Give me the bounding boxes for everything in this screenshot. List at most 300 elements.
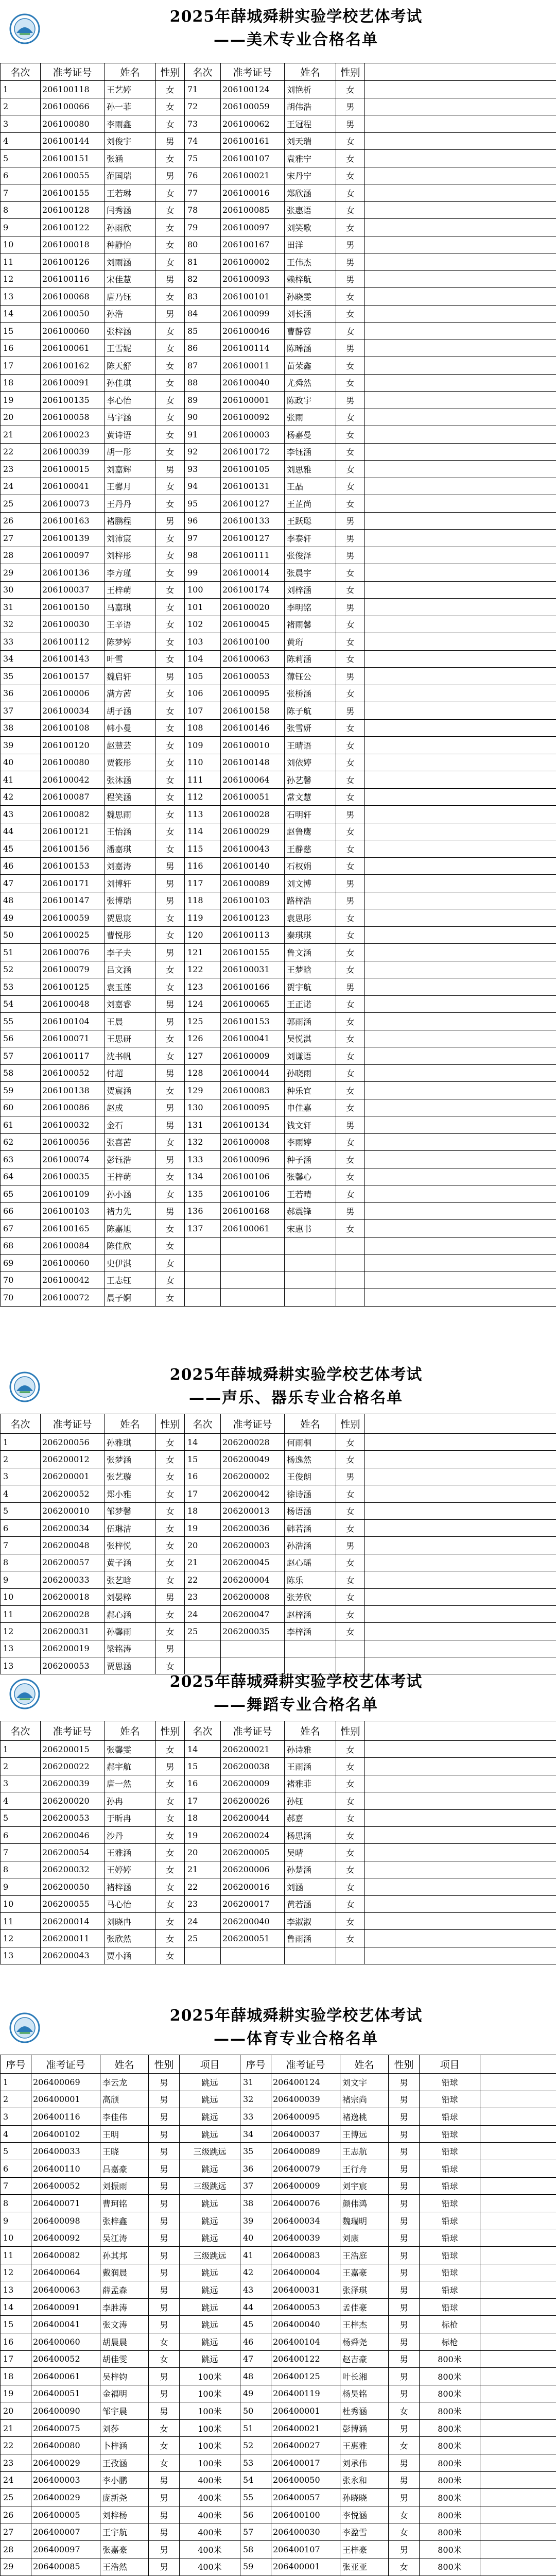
table-cell: 女 — [156, 1255, 185, 1272]
table-cell: 25 — [1, 495, 41, 513]
table-cell: 206200017 — [221, 1895, 285, 1912]
table-row — [1, 1537, 556, 1554]
table-cell: 73 — [185, 115, 221, 133]
table-cell: 男 — [336, 236, 365, 253]
table-cell: 206200054 — [41, 1844, 105, 1861]
column-header: 性别 — [156, 63, 185, 81]
table-cell: 206100107 — [221, 150, 285, 167]
table-cell: 24 — [1, 478, 41, 495]
table-cell: 49 — [1, 909, 41, 927]
table-cell — [221, 1289, 285, 1307]
table-cell: 71 — [185, 81, 221, 98]
table-cell: 铅球 — [420, 2125, 480, 2143]
table-cell: 男 — [336, 530, 365, 547]
table-cell: 铅球 — [420, 2177, 480, 2195]
table-cell: 3 — [1, 1468, 41, 1485]
table-cell: 206100108 — [41, 719, 105, 737]
table-cell: 14 — [1, 305, 41, 323]
table-cell: 刘思雅 — [285, 461, 336, 478]
table-cell: 100米 — [180, 2437, 240, 2454]
table-row — [1, 1623, 556, 1640]
table-cell: 女 — [336, 1895, 365, 1912]
table-cell: 邹宇晨 — [100, 2402, 149, 2420]
table-cell: 206400122 — [271, 2350, 340, 2368]
table-cell: 男 — [149, 2143, 180, 2160]
blank-cell — [365, 1775, 556, 1792]
table-cell: 张喜茜 — [105, 1133, 156, 1151]
column-header: 序号 — [1, 2055, 31, 2074]
table-cell: 28 — [1, 2541, 31, 2558]
table-cell: 8 — [1, 1554, 41, 1571]
blank-cell — [365, 184, 556, 202]
blank-cell — [365, 1116, 556, 1134]
table-cell: 张欣然 — [105, 1930, 156, 1947]
table-cell: 14 — [1, 2298, 31, 2316]
table-cell: 60 — [1, 1099, 41, 1116]
blank-cell — [365, 1082, 556, 1099]
table-row — [1, 2368, 556, 2385]
table-row — [1, 875, 556, 892]
blank-cell — [365, 771, 556, 789]
table-cell: 56 — [1, 1030, 41, 1047]
table-cell: 女 — [336, 409, 365, 426]
table-cell: 77 — [185, 184, 221, 202]
table-row — [1, 702, 556, 720]
table-cell: 李小鹏 — [100, 2471, 149, 2489]
table-cell: 206100065 — [221, 995, 285, 1013]
table-cell: 206400124 — [271, 2074, 340, 2091]
table-cell: 800米 — [420, 2471, 480, 2489]
table-cell: 18 — [185, 1502, 221, 1519]
column-header: 名次 — [185, 1414, 221, 1434]
table-cell: 袁思彤 — [285, 909, 336, 927]
table-row — [1, 823, 556, 840]
table-cell: 男 — [336, 253, 365, 271]
table-cell: 男 — [149, 2246, 180, 2264]
table-cell: 206100044 — [221, 1064, 285, 1082]
table-cell: 46 — [240, 2333, 271, 2350]
table-cell: 胡子涵 — [105, 702, 156, 720]
blank-cell — [480, 2246, 556, 2264]
table-cell: 206100060 — [41, 323, 105, 340]
table-cell: 女 — [336, 1792, 365, 1809]
table-cell: 206100041 — [221, 1030, 285, 1047]
table-cell: 100米 — [180, 2368, 240, 2385]
table-cell: 43 — [1, 806, 41, 823]
table-row — [1, 892, 556, 909]
table-cell: 206200057 — [41, 1554, 105, 1571]
table-cell — [221, 1255, 285, 1272]
table-cell: 22 — [1, 2437, 31, 2454]
table-cell: 206200053 — [41, 1657, 105, 1674]
table-cell: 206200018 — [41, 1588, 105, 1605]
table-cell: 戴润晨 — [100, 2264, 149, 2281]
table-cell: 袁雅宁 — [285, 150, 336, 167]
table-cell: 40 — [240, 2229, 271, 2247]
table-cell: 24 — [185, 1912, 221, 1929]
table-cell: 男 — [149, 2316, 180, 2333]
table-cell: 206100122 — [41, 219, 105, 236]
table-cell: 206100155 — [41, 184, 105, 202]
blank-cell — [365, 633, 556, 651]
table-cell: 206100016 — [221, 184, 285, 202]
table-row — [1, 392, 556, 409]
table-cell: 女 — [156, 253, 185, 271]
blank-cell — [365, 1468, 556, 1485]
table-cell: 男 — [389, 2419, 420, 2437]
table-cell: 女 — [336, 1133, 365, 1151]
table-row — [1, 719, 556, 737]
table-cell: 206200040 — [221, 1912, 285, 1929]
blank-cell — [480, 2055, 556, 2074]
table-cell: 68 — [1, 1237, 41, 1255]
table-cell: 刘笑歌 — [285, 219, 336, 236]
table-cell: 铅球 — [420, 2108, 480, 2126]
table-cell: 男 — [156, 668, 185, 685]
table-cell: 李雨鑫 — [105, 115, 156, 133]
table-cell: 44 — [1, 823, 41, 840]
blank-cell — [365, 478, 556, 495]
table-cell: 206100165 — [41, 1220, 105, 1238]
table-cell: 袁玉莲 — [105, 978, 156, 996]
table-cell: 55 — [240, 2489, 271, 2506]
table-cell: 男 — [149, 2489, 180, 2506]
table-cell: 女 — [156, 823, 185, 840]
table-cell: 刘天瑞 — [285, 132, 336, 150]
table-cell: 张梓悦 — [105, 1537, 156, 1554]
table-cell: 女 — [336, 1741, 365, 1758]
table-cell: 王正诺 — [285, 995, 336, 1013]
blank-cell — [480, 2091, 556, 2108]
blank-cell — [365, 806, 556, 823]
table-cell: 135 — [185, 1185, 221, 1203]
school-title: 2025年薛城舜耕实验学校艺体考试 — [169, 8, 423, 26]
table-cell: 张永和 — [340, 2471, 389, 2489]
table-cell: 206100161 — [221, 132, 285, 150]
table-cell: 206100087 — [41, 788, 105, 806]
table-cell: 10 — [1, 1588, 41, 1605]
blank-cell — [365, 1623, 556, 1640]
table-cell: 52 — [1, 961, 41, 978]
table-row — [1, 1237, 556, 1255]
table-cell: 女 — [156, 1826, 185, 1843]
table-cell: 206200055 — [41, 1895, 105, 1912]
table-cell: 98 — [185, 547, 221, 564]
table-cell: 女 — [336, 1030, 365, 1047]
table-cell: 206100105 — [221, 461, 285, 478]
table-cell: 褚鹏程 — [105, 512, 156, 530]
table-cell: 女 — [336, 374, 365, 392]
table-cell: 尤舜然 — [285, 374, 336, 392]
table-cell: 女 — [156, 1468, 185, 1485]
table-row — [1, 1826, 556, 1843]
table-cell: 郝宇航 — [105, 1758, 156, 1775]
table-cell: 男 — [336, 599, 365, 616]
table-cell: 男 — [336, 702, 365, 720]
table-cell: 112 — [185, 788, 221, 806]
table-cell: 女 — [156, 1272, 185, 1289]
table-cell: 郝嘉 — [285, 1809, 336, 1826]
table-cell: 女 — [336, 357, 365, 375]
table-cell: 褚力先 — [105, 1202, 156, 1220]
table-cell: 跳远 — [180, 2229, 240, 2247]
table-cell: 22 — [185, 1571, 221, 1588]
table-cell: 杨语涵 — [285, 1502, 336, 1519]
table-cell: 3 — [1, 115, 41, 133]
table-cell: 薄钰公 — [285, 668, 336, 685]
table-row — [1, 1912, 556, 1929]
table-row — [1, 81, 556, 98]
table-cell: 刘依婷 — [285, 754, 336, 771]
table-cell: 15 — [185, 1758, 221, 1775]
table-cell: 206400091 — [31, 2298, 100, 2316]
table-cell: 206100046 — [221, 323, 285, 340]
blank-cell — [365, 1721, 556, 1741]
table-cell: 20 — [185, 1844, 221, 1861]
table-cell: 120 — [185, 926, 221, 944]
table-cell: 206200009 — [221, 1775, 285, 1792]
table-cell: 206400052 — [31, 2177, 100, 2195]
table-cell: 刘嘉涛 — [105, 857, 156, 875]
table-cell: 109 — [185, 737, 221, 754]
table-cell: 王雅涵 — [105, 1844, 156, 1861]
table-cell: 110 — [185, 754, 221, 771]
table-cell: 刘文宇 — [340, 2074, 389, 2091]
table-cell: 李方瑾 — [105, 564, 156, 582]
table-cell: 206100128 — [41, 201, 105, 219]
table-cell: 206200024 — [221, 1826, 285, 1843]
table-cell — [285, 1237, 336, 1255]
table-cell: 跳远 — [180, 2195, 240, 2212]
table-cell: 29 — [1, 564, 41, 582]
table-cell: 女 — [336, 1861, 365, 1878]
blank-cell — [365, 1272, 556, 1289]
table-cell: 206100085 — [221, 201, 285, 219]
table-cell: 206200016 — [221, 1878, 285, 1895]
table-cell: 跳远 — [180, 2333, 240, 2350]
table-cell: 男 — [156, 857, 185, 875]
table-cell: 付超 — [105, 1064, 156, 1082]
table-cell: 206200047 — [221, 1605, 285, 1622]
table-row — [1, 2333, 556, 2350]
table-cell: 女 — [336, 1878, 365, 1895]
table-cell: 50 — [240, 2402, 271, 2420]
table-cell: 女 — [389, 2437, 420, 2454]
table-row — [1, 2195, 556, 2212]
table-cell: 206100171 — [41, 875, 105, 892]
table-cell: 女 — [156, 1220, 185, 1238]
table-cell: 17 — [1, 2350, 31, 2368]
table-cell: 女 — [336, 1047, 365, 1065]
table-cell: 206100066 — [41, 98, 105, 115]
table-cell: 女 — [336, 1605, 365, 1622]
table-cell: 女 — [156, 1030, 185, 1047]
blank-cell — [480, 2298, 556, 2316]
blank-cell — [365, 1255, 556, 1272]
table-cell: 25 — [185, 1623, 221, 1640]
table-cell: 胡晨晨 — [100, 2333, 149, 2350]
table-row — [1, 184, 556, 202]
table-cell: 206100092 — [221, 409, 285, 426]
table-cell: 206400119 — [271, 2385, 340, 2402]
table-cell: 王晶 — [285, 478, 336, 495]
table-cell: 58 — [1, 1064, 41, 1082]
table-cell: 女 — [156, 926, 185, 944]
table-cell: 13 — [1, 1640, 41, 1657]
blank-cell — [365, 150, 556, 167]
table-cell: 铅球 — [420, 2091, 480, 2108]
table-row — [1, 633, 556, 651]
table-cell: 王晓 — [100, 2143, 149, 2160]
blank-cell — [365, 1151, 556, 1168]
table-cell: 206400083 — [271, 2246, 340, 2264]
table-cell: 206400071 — [31, 2195, 100, 2212]
table-cell: 孟佳豪 — [340, 2298, 389, 2316]
table-cell: 吴悦淇 — [285, 1030, 336, 1047]
table-cell: 206100157 — [41, 668, 105, 685]
table-cell: 张梓涵 — [105, 323, 156, 340]
table-cell: 206400076 — [271, 2195, 340, 2212]
table-cell: 男 — [389, 2143, 420, 2160]
table-cell: 10 — [1, 1895, 41, 1912]
table-cell: 206400095 — [271, 2108, 340, 2126]
table-cell: 李淑淑 — [285, 1912, 336, 1929]
table-cell: 206400050 — [271, 2471, 340, 2489]
column-header: 准考证号 — [221, 1721, 285, 1741]
table-cell: 贾小涵 — [105, 1947, 156, 1964]
table-cell: 女 — [156, 201, 185, 219]
table-cell: 女 — [156, 1775, 185, 1792]
table-cell: 男 — [336, 1468, 365, 1485]
table-row — [1, 2419, 556, 2437]
table-cell — [285, 1255, 336, 1272]
table-cell: 陈晞涵 — [285, 340, 336, 357]
table-cell: 李盈雪 — [340, 2523, 389, 2541]
table-cell: 34 — [240, 2125, 271, 2143]
table-cell: 206100097 — [221, 219, 285, 236]
table-cell: 男 — [389, 2074, 420, 2091]
blank-cell — [365, 737, 556, 754]
table-cell: 206400082 — [31, 2246, 100, 2264]
table-cell: 206400030 — [271, 2523, 340, 2541]
table-row — [1, 909, 556, 927]
table-cell: 117 — [185, 875, 221, 892]
table-cell: 800米 — [420, 2523, 480, 2541]
sports-table — [0, 2055, 556, 2576]
column-header: 名次 — [1, 63, 41, 81]
table-cell: 206400009 — [271, 2177, 340, 2195]
table-cell: 跳远 — [180, 2108, 240, 2126]
table-row — [1, 2402, 556, 2420]
table-cell: 男 — [156, 167, 185, 184]
table-cell: 刘嘉辉 — [105, 461, 156, 478]
table-cell: 李雨婷 — [285, 1133, 336, 1151]
table-cell: 男 — [156, 944, 185, 961]
table-cell — [185, 1237, 221, 1255]
table-cell: 36 — [1, 685, 41, 702]
table-row — [1, 1202, 556, 1220]
table-cell: 206100052 — [41, 1064, 105, 1082]
table-cell: 女 — [156, 1485, 185, 1502]
table-cell: 男 — [389, 2281, 420, 2299]
table-row — [1, 961, 556, 978]
table-row — [1, 219, 556, 236]
table-cell: 刘博轩 — [105, 875, 156, 892]
table-row — [1, 1185, 556, 1203]
table-cell: 女 — [336, 201, 365, 219]
table-cell: 女 — [389, 2506, 420, 2523]
table-cell: 王博远 — [340, 2125, 389, 2143]
table-cell: 130 — [185, 1099, 221, 1116]
table-cell: 206100163 — [41, 512, 105, 530]
table-cell: 女 — [336, 323, 365, 340]
table-row — [1, 771, 556, 789]
table-row — [1, 995, 556, 1013]
table-cell: 张博瑞 — [105, 892, 156, 909]
table-cell — [221, 1947, 285, 1964]
table-cell: 206100059 — [41, 909, 105, 927]
table-cell: 206200026 — [221, 1792, 285, 1809]
table-cell: 陈嘉旭 — [105, 1220, 156, 1238]
table-cell: 张亚亚 — [340, 2558, 389, 2575]
blank-cell — [365, 219, 556, 236]
table-cell: 206100086 — [41, 1099, 105, 1116]
table-row — [1, 2558, 556, 2575]
table-cell: 男 — [149, 2091, 180, 2108]
blank-cell — [365, 1809, 556, 1826]
table-cell: 800米 — [420, 2489, 480, 2506]
table-cell: 宋丹宁 — [285, 167, 336, 184]
table-cell: 206400060 — [31, 2333, 100, 2350]
table-cell: 206200022 — [41, 1758, 105, 1775]
table-cell: 女 — [336, 1013, 365, 1030]
table-cell: 17 — [1, 357, 41, 375]
table-cell: 206100136 — [41, 564, 105, 582]
table-cell: 101 — [185, 599, 221, 616]
table-cell: 206400079 — [271, 2160, 340, 2177]
table-cell: 女 — [336, 1809, 365, 1826]
table-cell: 女 — [336, 1554, 365, 1571]
table-row — [1, 581, 556, 599]
blank-cell — [365, 978, 556, 996]
table-row — [1, 2264, 556, 2281]
table-header-row — [1, 2055, 556, 2074]
table-row — [1, 357, 556, 375]
table-cell: 206100080 — [41, 115, 105, 133]
table-cell: 6 — [1, 1826, 41, 1843]
table-cell: 沈书帆 — [105, 1047, 156, 1065]
table-cell: 206100120 — [41, 737, 105, 754]
table-cell: 女 — [336, 1434, 365, 1451]
table-row — [1, 1844, 556, 1861]
table-cell: 铅球 — [420, 2143, 480, 2160]
table-cell: 王晴语 — [285, 737, 336, 754]
table-cell: 男 — [149, 2506, 180, 2523]
sports-section — [0, 1999, 556, 2576]
blank-cell — [365, 1185, 556, 1203]
table-cell: 沙丹 — [105, 1826, 156, 1843]
table-cell: 206400116 — [31, 2108, 100, 2126]
table-cell: 800米 — [420, 2385, 480, 2402]
table-cell: 2 — [1, 2091, 31, 2108]
table-cell: 王惠雅 — [340, 2437, 389, 2454]
table-cell: 206400080 — [31, 2437, 100, 2454]
table-cell: 37 — [1, 702, 41, 720]
table-cell: 93 — [185, 461, 221, 478]
table-row — [1, 1451, 556, 1468]
table-cell: 102 — [185, 616, 221, 633]
table-cell: 206100034 — [41, 702, 105, 720]
